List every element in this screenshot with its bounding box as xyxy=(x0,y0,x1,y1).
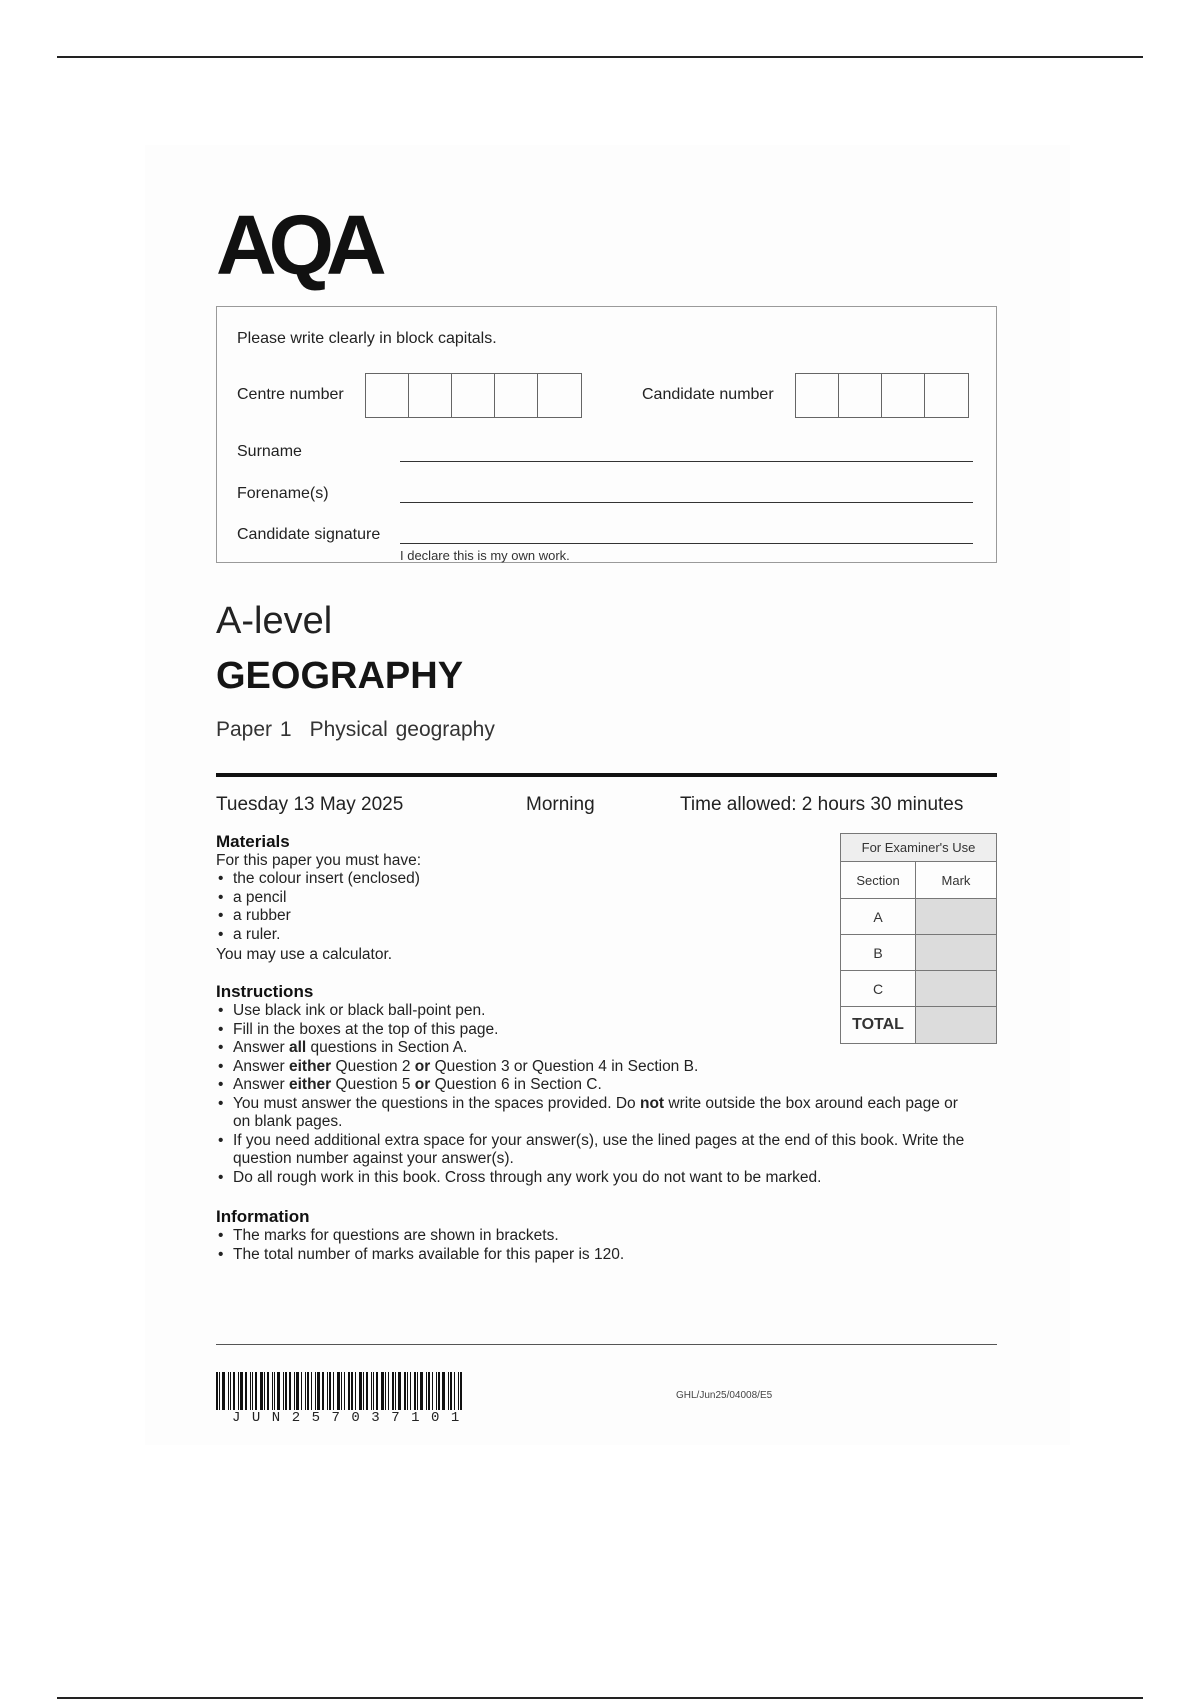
calculator-note: You may use a calculator. xyxy=(216,946,393,963)
centre-number-cell[interactable] xyxy=(538,374,581,417)
candidate-number-cell[interactable] xyxy=(882,374,925,417)
barcode-bar xyxy=(219,1372,220,1410)
barcode-bar xyxy=(448,1372,449,1410)
barcode-bar xyxy=(283,1372,284,1410)
barcode-bar xyxy=(344,1372,345,1410)
barcode-bar xyxy=(329,1372,331,1410)
section-column-header: Section xyxy=(841,862,916,899)
barcode-bar xyxy=(333,1372,334,1410)
barcode-bar xyxy=(363,1372,364,1410)
list-item: • the colour insert (enclosed) xyxy=(216,870,996,889)
barcode-bar xyxy=(417,1372,418,1410)
barcode-bar xyxy=(272,1372,273,1410)
barcode-bar xyxy=(348,1372,350,1410)
signature-line[interactable] xyxy=(400,543,973,544)
list-item: • The marks for questions are shown in brackets. xyxy=(216,1227,996,1246)
list-item: • Answer either Question 2 or Question 3 or Question 4 in Section B. xyxy=(216,1058,976,1077)
paper-reference: GHL/Jun25/04008/E5 xyxy=(676,1390,773,1401)
candidate-number-label: Candidate number xyxy=(642,386,774,403)
centre-number-cell[interactable] xyxy=(366,374,409,417)
barcode-bar xyxy=(267,1372,269,1410)
centre-number-cell[interactable] xyxy=(409,374,452,417)
bottom-rule xyxy=(57,1697,1143,1699)
barcode-bar xyxy=(376,1372,378,1410)
signature-label: Candidate signature xyxy=(237,526,381,543)
centre-number-cell[interactable] xyxy=(495,374,538,417)
information-list xyxy=(216,1227,996,1264)
section-label: A xyxy=(841,899,916,935)
barcode-bar xyxy=(317,1372,320,1410)
forename-label: Forename(s) xyxy=(237,485,329,502)
barcode-number: JUN257037101 xyxy=(232,1410,471,1426)
barcode-bar xyxy=(315,1372,316,1410)
barcode-bar xyxy=(442,1372,445,1410)
barcode-bar xyxy=(404,1372,406,1410)
instructions-heading: Instructions xyxy=(216,982,314,1001)
mark-column-header: Mark xyxy=(916,862,997,899)
barcode-bar xyxy=(460,1372,462,1410)
paper-title xyxy=(216,718,495,742)
barcode-bar xyxy=(373,1372,374,1410)
barcode-bar xyxy=(337,1372,340,1410)
barcode-bar xyxy=(322,1372,324,1410)
section-label: B xyxy=(841,935,916,971)
list-item: • Answer all questions in Section A. xyxy=(216,1039,976,1058)
barcode-bar xyxy=(294,1372,295,1410)
aqa-logo: AQA xyxy=(216,198,379,292)
list-item: • You must answer the questions in the spaces provided. Do not write outside the box around each page or on blank pages. xyxy=(216,1095,976,1132)
block-capitals-instruction: Please write clearly in block capitals. xyxy=(237,330,497,347)
mark-cell xyxy=(916,971,997,1007)
list-item: • Use black ink or black ball-point pen. xyxy=(216,1002,976,1021)
barcode-bar xyxy=(450,1372,452,1410)
exam-date: Tuesday 13 May 2025 xyxy=(216,794,404,815)
barcode-bar xyxy=(395,1372,396,1410)
section-label: C xyxy=(841,971,916,1007)
list-item: • Answer either Question 5 or Question 6 in Section C. xyxy=(216,1076,976,1095)
surname-line[interactable] xyxy=(400,461,973,462)
header-rule xyxy=(216,773,997,777)
barcode-bar xyxy=(216,1372,218,1410)
list-item: • a rubber xyxy=(216,907,996,926)
barcode-bar xyxy=(420,1372,423,1410)
barcode-bar xyxy=(228,1372,229,1410)
centre-number-cell[interactable] xyxy=(452,374,495,417)
materials-heading: Materials xyxy=(216,832,290,851)
barcode-bar xyxy=(301,1372,302,1410)
list-item: • a ruler. xyxy=(216,926,996,945)
candidate-number-cell[interactable] xyxy=(839,374,882,417)
barcode-bar xyxy=(277,1372,280,1410)
declaration-text: I declare this is my own work. xyxy=(400,548,570,563)
list-item: • a pencil xyxy=(216,889,996,908)
barcode-bar xyxy=(436,1372,437,1410)
barcode-bar xyxy=(414,1372,416,1410)
mark-cell xyxy=(916,899,997,935)
barcode-bar xyxy=(410,1372,411,1410)
list-item: • If you need additional extra space for your answer(s), use the lined pages at the end of this book. Write the question number against your answer(s). xyxy=(216,1132,976,1169)
paper-name: Physical geography xyxy=(309,718,495,741)
barcode-bar xyxy=(426,1372,427,1410)
barcode-bar xyxy=(230,1372,231,1410)
top-rule xyxy=(57,56,1143,58)
barcode-bar xyxy=(454,1372,455,1410)
barcode-bar xyxy=(305,1372,306,1410)
barcode-bar xyxy=(285,1372,287,1410)
barcode-bar xyxy=(351,1372,353,1410)
examiner-table-heading: For Examiner's Use xyxy=(841,834,997,862)
barcode-bar xyxy=(240,1372,243,1410)
list-item: • Do all rough work in this book. Cross through any work you do not want to be marked. xyxy=(216,1169,976,1188)
barcode-bar xyxy=(274,1372,275,1410)
candidate-number-cell[interactable] xyxy=(925,374,968,417)
barcode-bar xyxy=(238,1372,239,1410)
examiner-use-table xyxy=(840,833,997,1044)
exam-session: Morning xyxy=(526,794,595,815)
barcode-bar xyxy=(260,1372,263,1410)
time-allowed: Time allowed: 2 hours 30 minutes xyxy=(680,794,964,815)
barcode-bar xyxy=(432,1372,433,1410)
barcode-bar xyxy=(371,1372,372,1410)
footer-rule xyxy=(216,1344,997,1345)
barcode-bar xyxy=(385,1372,386,1410)
barcode-bar xyxy=(311,1372,312,1410)
surname-label: Surname xyxy=(237,443,302,460)
barcode-bar xyxy=(359,1372,362,1410)
barcode-bar xyxy=(255,1372,257,1410)
barcode-bar xyxy=(307,1372,309,1410)
list-item: • The total number of marks available for this paper is 120. xyxy=(216,1246,996,1265)
qualification-level: A-level xyxy=(216,600,333,642)
forename-line[interactable] xyxy=(400,502,973,503)
barcode-bar xyxy=(341,1372,342,1410)
barcode-bar xyxy=(355,1372,356,1410)
barcode-bar xyxy=(366,1372,368,1410)
barcode-bar xyxy=(438,1372,440,1410)
barcode-bar xyxy=(398,1372,401,1410)
total-mark-cell xyxy=(916,1007,997,1044)
barcode-bar xyxy=(233,1372,235,1410)
barcode-bar xyxy=(264,1372,265,1410)
barcode-bar xyxy=(252,1372,253,1410)
candidate-number-boxes[interactable] xyxy=(795,373,969,418)
centre-number-label: Centre number xyxy=(237,386,344,403)
barcode-bar xyxy=(392,1372,394,1410)
mark-cell xyxy=(916,935,997,971)
paper-number: Paper 1 xyxy=(216,718,292,741)
information-heading: Information xyxy=(216,1207,310,1226)
barcode-bar xyxy=(250,1372,251,1410)
barcode-bar xyxy=(296,1372,299,1410)
barcode xyxy=(216,1372,464,1410)
barcode-bar xyxy=(289,1372,291,1410)
materials-intro: For this paper you must have: xyxy=(216,852,422,869)
centre-number-boxes[interactable] xyxy=(365,373,582,418)
barcode-bar xyxy=(388,1372,389,1410)
barcode-bar xyxy=(381,1372,384,1410)
barcode-bar xyxy=(428,1372,430,1410)
candidate-number-cell[interactable] xyxy=(796,374,839,417)
barcode-bar xyxy=(222,1372,225,1410)
total-label: TOTAL xyxy=(841,1007,916,1044)
barcode-bar xyxy=(458,1372,459,1410)
list-item: • Fill in the boxes at the top of this page. xyxy=(216,1021,976,1040)
barcode-bar xyxy=(327,1372,328,1410)
barcode-bar xyxy=(407,1372,408,1410)
barcode-bar xyxy=(245,1372,247,1410)
subject-title: GEOGRAPHY xyxy=(216,655,464,697)
